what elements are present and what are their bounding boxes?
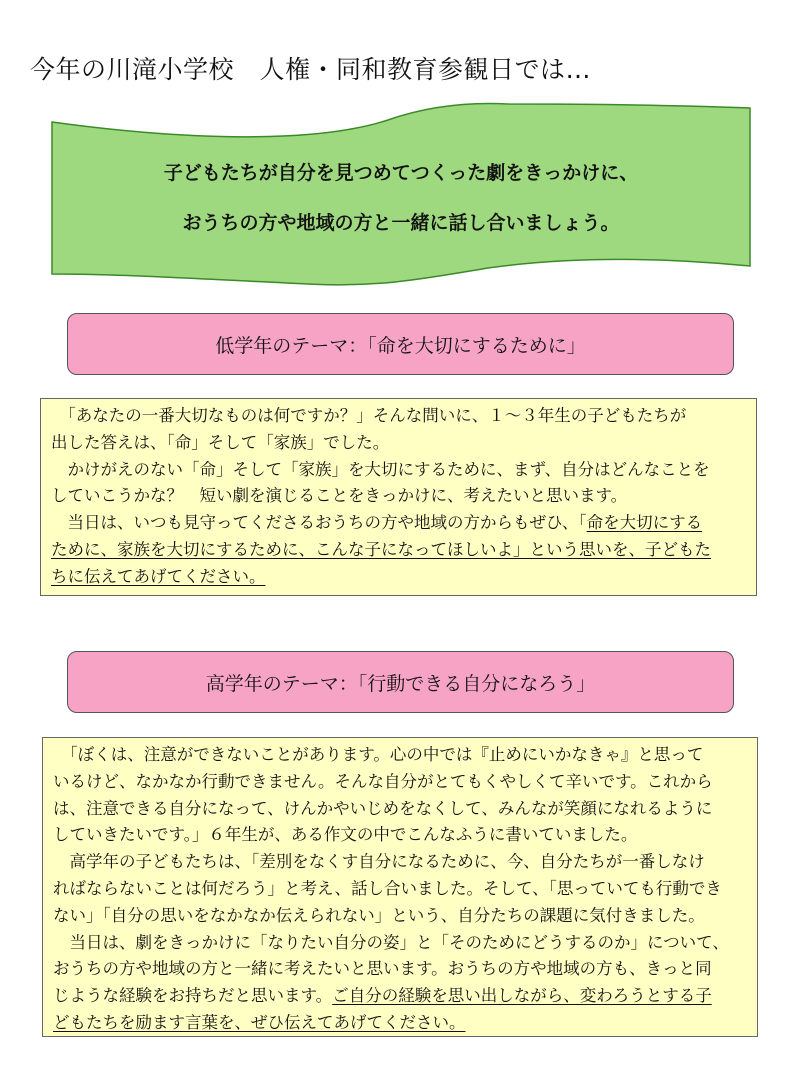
text-segment: していきたいです。」６年生が、ある作文の中でこんなふうに書いていました。 [53,825,638,845]
upper-grade-theme: 高学年のテーマ：「行動できる自分になろう」 [67,651,734,713]
text-segment: 当日は、劇をきっかけに「なりたい自分の姿」と「そのためにどうするのか」について、 [53,932,729,952]
intro-banner [48,98,754,294]
paragraph-line [53,876,749,903]
text-segment: 高学年の子どもたちは、「差別をなくす自分になるために、今、自分たちが一番しなけ [53,852,705,872]
text-segment: じような経験をお持ちだと思います。 [53,986,333,1006]
paragraph-line [53,983,749,1010]
text-segment: 「あなたの一番大切なものは何ですか？」そんな問いに、１～３年生の子どもたちが [51,406,687,425]
paragraph-line [53,822,749,849]
underlined-text: どもたちを励ます言葉を、ぜひ伝えてあげてください。 [53,1012,466,1032]
paragraph-line [51,483,748,510]
paragraph-line [51,564,748,591]
paragraph-line [53,742,749,769]
lower-grade-description [40,398,757,596]
text-segment: かけがえのない「命」そして「家族」を大切にするために、まず、自分はどんなことを [51,459,710,479]
upper-grade-description [42,737,758,1037]
paragraph-line [51,403,748,430]
text-segment: ればならないことは何だろう」と考え、話し合いました。そして、「思っていても行動でき [53,878,722,898]
paragraph-line [53,956,749,983]
text-segment: は、注意できる自分になって、けんかやいじめをなくして、みんなが笑顔になれるように [53,798,713,818]
paragraph-line [53,796,749,823]
paragraph-line [53,1010,749,1037]
paragraph-line [51,510,748,537]
banner-wave-shape [48,98,754,294]
paragraph-line [53,769,749,796]
paragraph-line [53,903,749,930]
paragraph-line [51,537,748,564]
paragraph-line [51,430,748,457]
text-segment: おうちの方や地域の方と一緒に考えたいと思います。おうちの方や地域の方も、きっと同 [53,959,712,979]
underlined-text: ご自分の経験を思い出しながら、変わろうとする子 [332,986,712,1006]
text-segment: いるけど、なかなか行動できません。そんな自分がとてもくやしくて辛いです。これから [53,771,713,791]
page-title: 今年の川滝小学校 人権・同和教育参観日では… [30,55,592,84]
paragraph-line [53,849,749,876]
text-segment: 「ぼくは、注意ができないことがあります。心の中では『止めにいかなきゃ』と思って [53,745,704,764]
banner-line-1: 子どもたちが自分を見つめてつくった劇をきっかけに、 [163,162,639,184]
lower-grade-theme: 低学年のテーマ：「命を大切にするために」 [67,313,734,375]
underlined-text: ちに伝えてあげてください。 [51,566,266,586]
banner-line-2: おうちの方や地域の方と一緒に話し合いましょう。 [182,212,620,234]
paragraph-line [51,457,748,484]
text-segment: 当日は、いつも見守ってくださるおうちの方や地域の方からもぜひ、「 [51,513,587,533]
text-segment: していこうかな？ 短い劇を演じることをきっかけに、考えたいと思います。 [51,486,628,506]
text-segment: ない」「自分の思いをなかなか伝えられない」という、自分たちの課題に気付きました。 [53,905,705,925]
underlined-text: 命を大切にする [586,513,703,533]
text-segment: 出した答えは、「命」そして「家族」でした。 [51,432,390,452]
underlined-text: ために、家族を大切にするために、こんな子になってほしいよ」という思いを、子どもた [51,539,711,559]
paragraph-line [53,930,749,957]
